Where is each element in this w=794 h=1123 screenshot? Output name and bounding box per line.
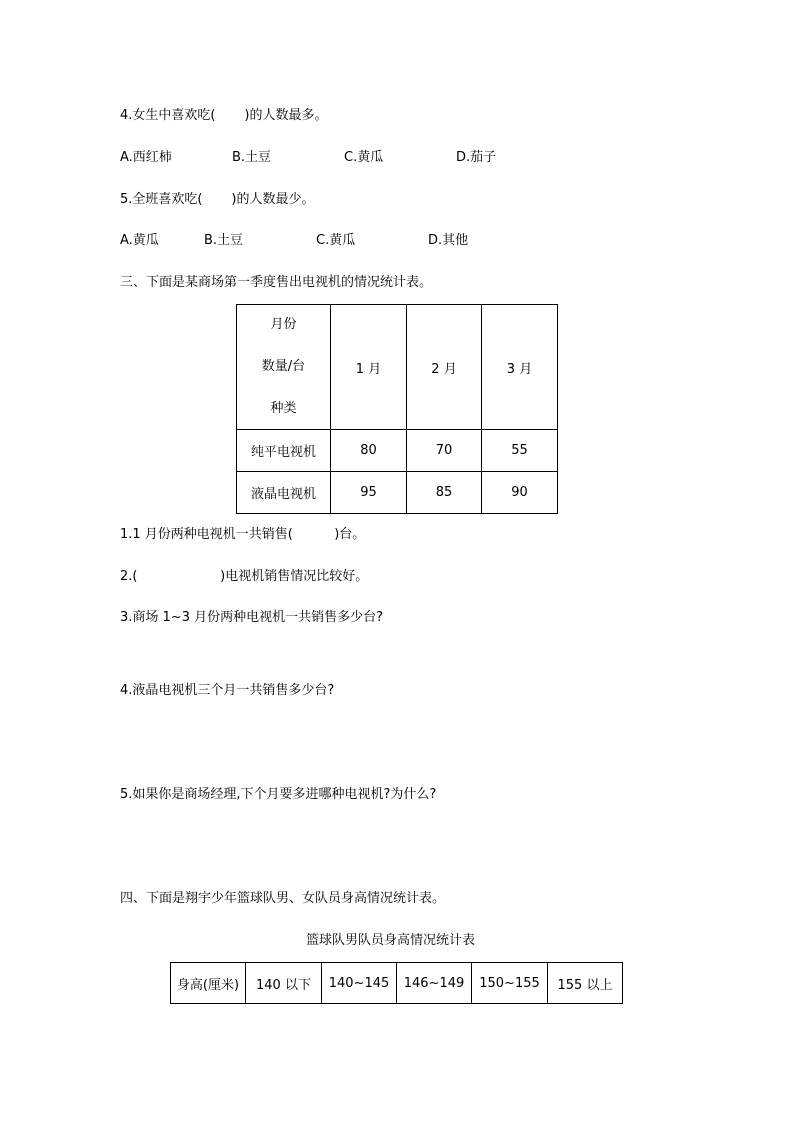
q4-stem: 4.女生中喜欢吃( )的人数最多。 <box>120 108 328 123</box>
height-header-label: 身高(厘米) <box>171 963 246 1004</box>
header-month-2: 2 月 <box>407 305 482 430</box>
table-cell: 85 <box>407 472 482 514</box>
table-row <box>171 963 623 1004</box>
q5-option-a: A.黄瓜 <box>120 233 159 248</box>
header-month-3: 3 月 <box>482 305 558 430</box>
table-cell: 55 <box>482 430 558 472</box>
table-corner-header <box>237 305 331 430</box>
table-cell: 95 <box>331 472 407 514</box>
q4-option-a: A.西红柿 <box>120 150 172 165</box>
header-month-label: 月份 <box>270 317 297 332</box>
height-table-title: 篮球队男队员身高情况统计表 <box>306 933 476 948</box>
section3-title: 三、下面是某商场第一季度售出电视机的情况统计表。 <box>120 275 433 290</box>
header-quantity-label: 数量/台 <box>261 359 306 374</box>
table-cell: 80 <box>331 430 407 472</box>
section3-question-1: 1.1 月份两种电视机一共销售( )台。 <box>120 527 366 542</box>
section4-title: 四、下面是翔宇少年篮球队男、女队员身高情况统计表。 <box>120 891 446 906</box>
table-cell: 70 <box>407 430 482 472</box>
table-row <box>237 472 558 514</box>
section3-question-2: 2.( )电视机销售情况比较好。 <box>120 569 369 584</box>
q5-stem: 5.全班喜欢吃( )的人数最少。 <box>120 192 315 207</box>
tv-sales-table <box>236 304 558 514</box>
q5-option-d: D.其他 <box>428 233 469 248</box>
q5-option-c: C.黄瓜 <box>316 233 356 248</box>
height-header-cell: 150~155 <box>472 963 548 1004</box>
row-label: 液晶电视机 <box>237 472 331 514</box>
table-header-row <box>237 305 558 430</box>
row-label: 纯平电视机 <box>237 430 331 472</box>
section3-question-3: 3.商场 1~3 月份两种电视机一共销售多少台? <box>120 610 384 625</box>
height-header-cell: 146~149 <box>397 963 472 1004</box>
header-type-label: 种类 <box>270 401 297 416</box>
q4-option-c: C.黄瓜 <box>344 150 384 165</box>
height-header-cell: 155 以上 <box>548 963 623 1004</box>
height-table <box>170 962 623 1004</box>
height-header-cell: 140 以下 <box>246 963 322 1004</box>
section3-question-4: 4.液晶电视机三个月一共销售多少台? <box>120 683 335 698</box>
table-row <box>237 430 558 472</box>
header-month-1: 1 月 <box>331 305 407 430</box>
q4-option-b: B.土豆 <box>232 150 272 165</box>
table-cell: 90 <box>482 472 558 514</box>
q5-option-b: B.土豆 <box>204 233 244 248</box>
q4-option-d: D.茄子 <box>456 150 497 165</box>
section3-question-5: 5.如果你是商场经理,下个月要多进哪种电视机?为什么? <box>120 787 437 802</box>
height-header-cell: 140~145 <box>322 963 397 1004</box>
